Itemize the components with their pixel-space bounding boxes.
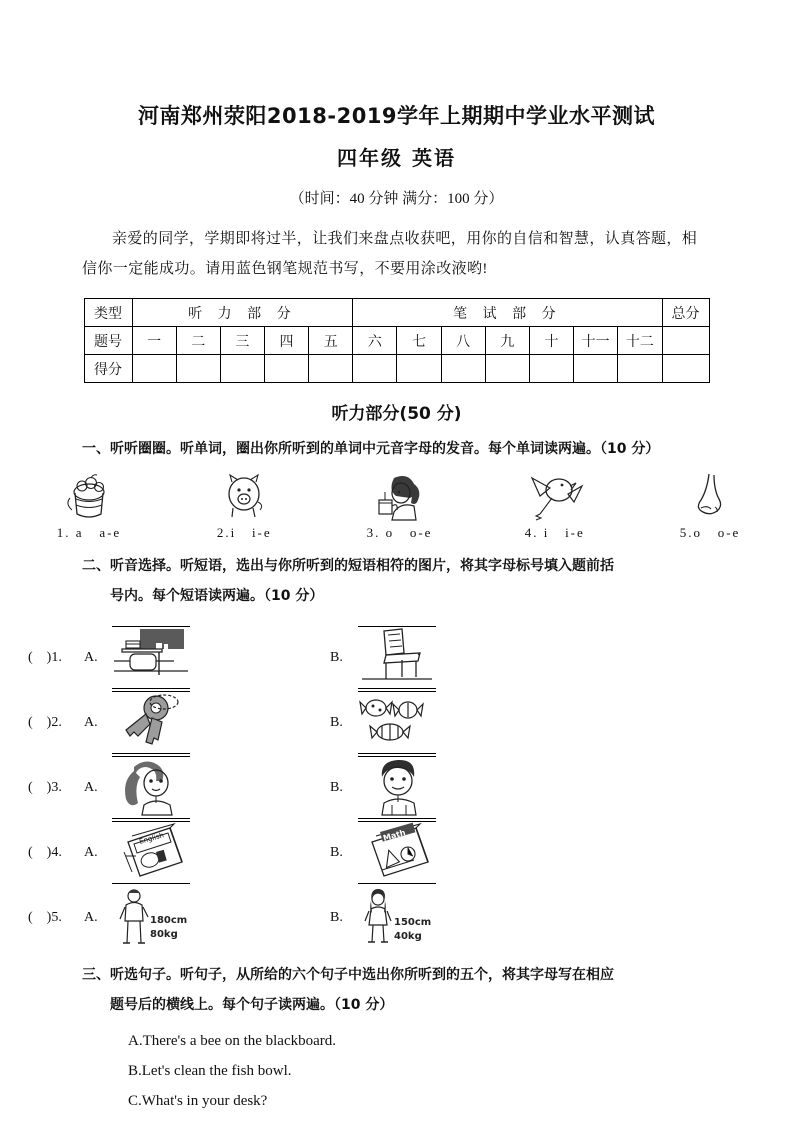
section-two-title-line2: 号内。每个短语读两遍。（10 分） [110, 588, 324, 604]
tall-boy-height-text: 180cm [150, 914, 188, 926]
list-item[interactable] [655, 470, 765, 541]
short-girl-height-text: 150cm [394, 916, 432, 928]
option-a-label: A. [84, 649, 98, 665]
chair-icon[interactable] [358, 626, 436, 689]
section-three-title-line2: 题号后的横线上。每个句子读两遍。（10 分） [110, 997, 394, 1013]
girl-drinking-icon [345, 470, 455, 522]
option-a-label: A. [84, 909, 98, 925]
score-table [84, 298, 710, 383]
qnum-11: 十一 [574, 327, 618, 355]
table-row-type [84, 299, 709, 327]
list-item[interactable] [345, 470, 455, 541]
kite-bird-icon [500, 470, 610, 522]
option-b-label: B. [330, 649, 343, 665]
option-b-label: B. [330, 909, 343, 925]
math-book-text: Math [382, 827, 407, 843]
list-item: C.What's in your desk? [128, 1093, 268, 1109]
list-item[interactable] [34, 470, 144, 541]
score-cell-9[interactable] [485, 355, 529, 383]
sentence-list [82, 1026, 711, 1116]
score-cell-5[interactable] [309, 355, 353, 383]
keys-icon[interactable] [112, 691, 190, 754]
option-b-label: B. [330, 779, 343, 795]
list-item-label: 5.o o-e [679, 525, 741, 540]
list-item-label: 4. i i-e [524, 525, 585, 540]
score-cell-4[interactable] [264, 355, 308, 383]
list-item: B.Let's clean the fish bowl. [128, 1063, 292, 1079]
score-cell-6[interactable] [353, 355, 397, 383]
qnum-7: 七 [397, 327, 441, 355]
section-two-rows [0, 625, 793, 950]
section-two [82, 551, 711, 611]
table-row [0, 755, 793, 820]
table-row-numbers [84, 327, 709, 355]
answer-bracket[interactable]: ( )3. [28, 779, 62, 795]
answer-bracket[interactable]: ( )2. [28, 714, 62, 730]
qnum-3: 三 [220, 327, 264, 355]
qnum-2: 二 [176, 327, 220, 355]
tall-boy-weight-text: 80kg [150, 928, 178, 940]
score-cell-8[interactable] [441, 355, 485, 383]
exam-meta: （时间：40 分钟 满分：100 分） [289, 191, 504, 207]
section-three-title [82, 960, 711, 1020]
option-b-label: B. [330, 844, 343, 860]
math-book-icon[interactable] [358, 821, 436, 884]
table-row [0, 820, 793, 885]
list-item[interactable] [189, 470, 299, 541]
qnum-10: 十 [529, 327, 573, 355]
page-subtitle: 四年级 英语 [337, 146, 456, 170]
section-two-title-line1: 二、听音选择。听短语，选出与你所听到的短语相符的图片，将其字母标号填入题前括 [82, 558, 614, 574]
qnum-9: 九 [485, 327, 529, 355]
score-cell-10[interactable] [529, 355, 573, 383]
list-item-label: 3. o o-e [366, 525, 433, 540]
nose-icon [655, 470, 765, 522]
answer-bracket[interactable]: ( )5. [28, 909, 62, 925]
list-item: A.There's a bee on the blackboard. [128, 1033, 337, 1049]
table-row-score [84, 355, 709, 383]
row-label-score: 得分 [84, 355, 132, 383]
listening-part-heading: 听力部分(50 分) [331, 404, 462, 424]
section-one-title: 一、听听圈圈。听单词，圈出你所听到的单词中元音字母的发音。每个单词读两遍。（10 分） [82, 441, 660, 457]
qnum-1: 一 [132, 327, 176, 355]
qnum-6: 六 [353, 327, 397, 355]
score-cell-3[interactable] [220, 355, 264, 383]
desk-blackboard-icon[interactable] [112, 626, 190, 689]
score-cell-total[interactable] [662, 355, 709, 383]
option-a-label: A. [84, 779, 98, 795]
answer-bracket[interactable]: ( )4. [28, 844, 62, 860]
segment-listening: 听 力 部 分 [132, 299, 353, 327]
section-three [82, 960, 711, 1116]
qnum-4: 四 [264, 327, 308, 355]
segment-written: 笔 试 部 分 [353, 299, 662, 327]
boy-face-icon[interactable] [358, 756, 436, 819]
candies-icon[interactable] [358, 691, 436, 754]
table-row [0, 625, 793, 690]
score-cell-12[interactable] [618, 355, 662, 383]
answer-bracket[interactable]: ( )1. [28, 649, 62, 665]
pig-icon [189, 470, 299, 522]
section-three-title-line1: 三、听选句子。听句子，从所给的六个句子中选出你所听到的五个，将其字母写在相应 [82, 967, 614, 983]
score-cell-7[interactable] [397, 355, 441, 383]
section-one-items [34, 470, 765, 541]
option-b-label: B. [330, 714, 343, 730]
option-a-label: A. [84, 714, 98, 730]
list-item-label: 1. a a-e [56, 525, 122, 540]
row-label-number: 题号 [84, 327, 132, 355]
section-one [82, 434, 711, 464]
list-item[interactable] [500, 470, 610, 541]
basket-of-apples-icon [34, 470, 144, 522]
english-book-text: English [138, 830, 165, 846]
total-number-cell [662, 327, 709, 355]
english-book-icon[interactable] [112, 821, 190, 884]
score-cell-11[interactable] [574, 355, 618, 383]
score-cell-1[interactable] [132, 355, 176, 383]
list-item-label: 2.i i-e [216, 525, 272, 540]
qnum-12: 十二 [618, 327, 662, 355]
page-title: 河南郑州荥阳2018-2019学年上期期中学业水平测试 [137, 104, 656, 128]
intro-paragraph: 亲爱的同学，学期即将过半，让我们来盘点收获吧，用你的自信和智慧，认真答题，相信你一定能成功。请用蓝色钢笔规范书写，不要用涂改液哟! [82, 231, 698, 277]
qnum-5: 五 [309, 327, 353, 355]
score-cell-2[interactable] [176, 355, 220, 383]
row-label-type: 类型 [84, 299, 132, 327]
table-row [0, 885, 793, 950]
total-label: 总分 [662, 299, 709, 327]
tall-boy-icon[interactable] [112, 886, 190, 949]
short-girl-weight-text: 40kg [394, 930, 422, 942]
table-row [0, 690, 793, 755]
short-girl-icon[interactable] [358, 886, 436, 949]
option-a-label: A. [84, 844, 98, 860]
girl-face-icon[interactable] [112, 756, 190, 819]
qnum-8: 八 [441, 327, 485, 355]
section-two-title [82, 551, 711, 611]
